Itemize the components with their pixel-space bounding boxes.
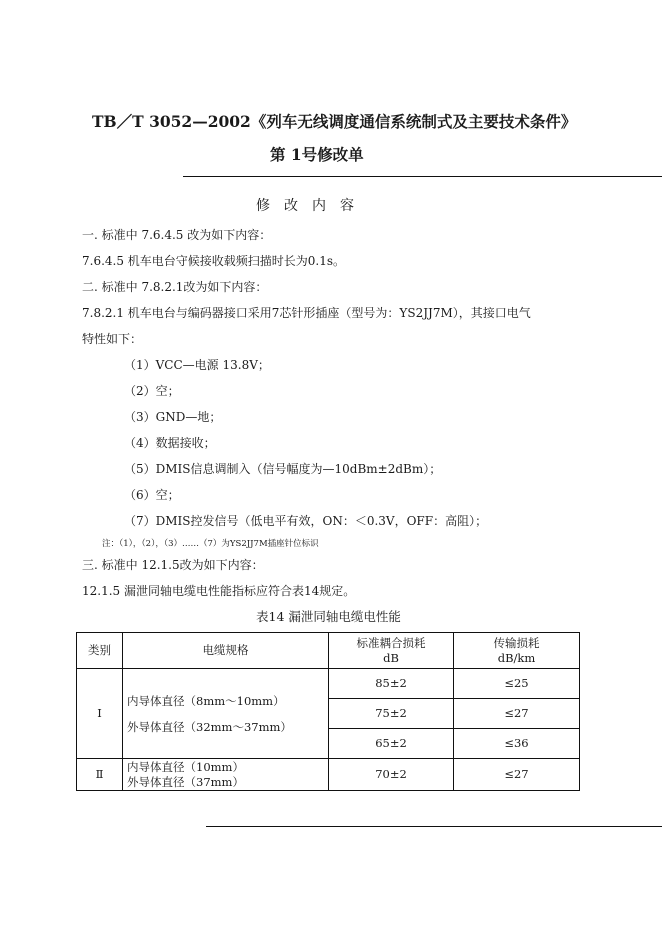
pin-item-5: （5）DMIS信息调制入（信号幅度为—10dBm±2dBm）；	[124, 462, 442, 476]
transmission-cell: ≤25	[454, 669, 580, 699]
category-cell-1: Ⅰ	[77, 669, 123, 759]
header-transmission	[454, 633, 580, 669]
table-row	[77, 669, 580, 699]
spec-cell-2	[123, 759, 329, 791]
header-coupling	[329, 633, 454, 669]
coupling-cell: 65±2	[329, 729, 454, 759]
transmission-cell: ≤36	[454, 729, 580, 759]
pin-note: 注：（1），（2），（3）……（7）为YS2JJ7M插座针位标识	[102, 539, 319, 549]
section-heading: 修改内容	[256, 198, 368, 214]
spec-1-inner: 内导体直径（8mm～10mm）	[127, 693, 285, 708]
header-category: 类别	[77, 633, 123, 669]
table-row	[77, 759, 580, 791]
header-spec: 电缆规格	[123, 633, 329, 669]
spec-cell-1	[123, 669, 329, 759]
clause-3-intro: 三. 标准中 12.1.5改为如下内容：	[82, 558, 264, 572]
bottom-rule	[206, 826, 662, 827]
header-coupling-unit: dB	[383, 650, 399, 665]
transmission-cell: ≤27	[454, 759, 580, 791]
cable-performance-table	[76, 632, 580, 791]
table-header-row	[77, 633, 580, 669]
transmission-cell: ≤27	[454, 699, 580, 729]
coupling-cell: 75±2	[329, 699, 454, 729]
coupling-cell: 85±2	[329, 669, 454, 699]
pin-item-3: （3）GND—地；	[124, 410, 222, 424]
spec-2-inner: 内导体直径（10mm）	[127, 759, 244, 774]
clause-7-8-2-1-line1: 7.8.2.1 机车电台与编码器接口采用7芯针形插座（型号为：YS2JJ7M），其接口电气	[82, 306, 531, 320]
clause-1-intro: 一. 标准中 7.6.4.5 改为如下内容：	[82, 228, 272, 242]
clause-7-8-2-1-line2: 特性如下：	[82, 332, 143, 346]
clause-7-6-4-5: 7.6.4.5 机车电台守候接收载频扫描时长为0.1s。	[82, 254, 346, 268]
table-caption: 表14 漏泄同轴电缆电性能	[256, 609, 401, 624]
spec-2-outer: 外导体直径（37mm）	[127, 774, 244, 789]
pin-item-4: （4）数据接收；	[124, 436, 216, 450]
clause-12-1-5: 12.1.5 漏泄同轴电缆电性能指标应符合表14规定。	[82, 584, 356, 598]
document-title: TB／T 3052—2002《列车无线调度通信系统制式及主要技术条件》	[92, 112, 577, 131]
category-cell-2: Ⅱ	[77, 759, 123, 791]
pin-item-7: （7）DMIS控发信号（低电平有效，ON：＜0.3V，OFF：高阻）；	[124, 514, 488, 528]
coupling-cell: 70±2	[329, 759, 454, 791]
header-transmission-unit: dB/km	[497, 650, 536, 665]
pin-item-1: （1）VCC—电源 13.8V；	[124, 358, 270, 372]
spec-1-outer: 外导体直径（32mm～37mm）	[127, 719, 292, 734]
pin-item-6: （6）空；	[124, 488, 180, 502]
header-transmission-label: 传输损耗	[493, 635, 540, 650]
pin-item-2: （2）空；	[124, 384, 180, 398]
amendment-number: 第 1号修改单	[270, 145, 364, 164]
clause-2-intro: 二. 标准中 7.8.2.1改为如下内容：	[82, 280, 268, 294]
header-coupling-label: 标准耦合损耗	[356, 635, 426, 650]
top-rule	[183, 176, 662, 177]
